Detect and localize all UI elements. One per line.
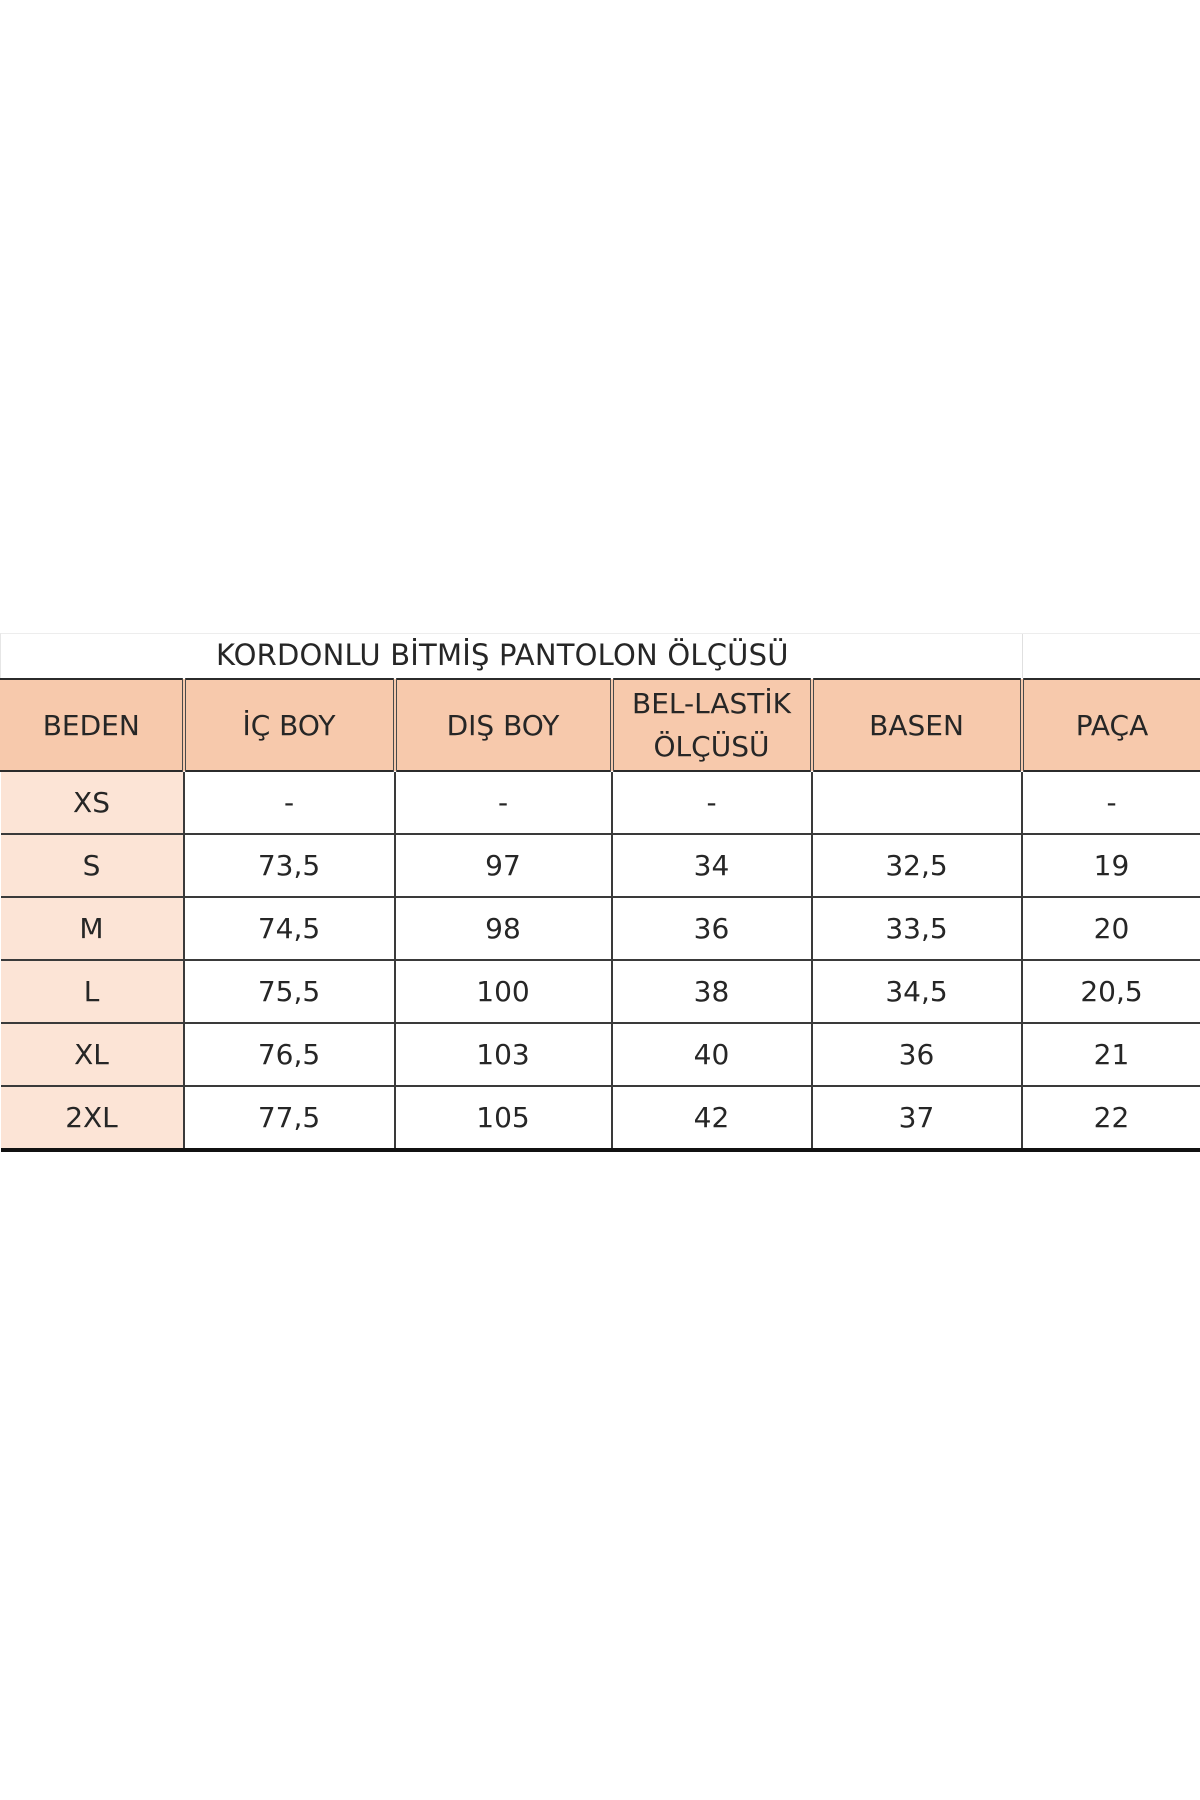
cell-hip: 37: [812, 1086, 1022, 1150]
table-row: [1, 960, 1200, 1023]
table-body: [1, 771, 1200, 1150]
title-row-divider: [1022, 634, 1023, 678]
cell-leg-opening: 20,5: [1022, 960, 1200, 1023]
cell-size: XL: [1, 1023, 184, 1086]
cell-leg-opening: -: [1022, 771, 1200, 834]
table-row: [1, 834, 1200, 897]
table-row: [1, 1023, 1200, 1086]
header-hip: BASEN: [812, 679, 1022, 771]
cell-inseam: 75,5: [184, 960, 395, 1023]
header-size: BEDEN: [1, 679, 184, 771]
cell-hip: 33,5: [812, 897, 1022, 960]
table-row: [1, 771, 1200, 834]
header-waist: [612, 679, 812, 771]
cell-outseam: 105: [395, 1086, 612, 1150]
cell-leg-opening: 21: [1022, 1023, 1200, 1086]
cell-outseam: 97: [395, 834, 612, 897]
cell-hip: [812, 771, 1022, 834]
cell-inseam: -: [184, 771, 395, 834]
title-row: [0, 633, 1200, 678]
size-chart-sheet: [0, 633, 1200, 1152]
table-row: [1, 897, 1200, 960]
cell-inseam: 77,5: [184, 1086, 395, 1150]
cell-inseam: 76,5: [184, 1023, 395, 1086]
cell-size: M: [1, 897, 184, 960]
header-waist-text: [632, 682, 791, 768]
cell-waist: 42: [612, 1086, 812, 1150]
size-chart-title: KORDONLU BİTMİŞ PANTOLON ÖLÇÜSÜ: [216, 638, 789, 672]
header-row: [1, 679, 1200, 771]
cell-hip: 36: [812, 1023, 1022, 1086]
header-leg-opening: PAÇA: [1022, 679, 1200, 771]
cell-waist: 40: [612, 1023, 812, 1086]
cell-hip: 32,5: [812, 834, 1022, 897]
cell-leg-opening: 20: [1022, 897, 1200, 960]
header-inseam: İÇ BOY: [184, 679, 395, 771]
table-header: [1, 679, 1200, 771]
cell-waist: 36: [612, 897, 812, 960]
cell-leg-opening: 19: [1022, 834, 1200, 897]
header-waist-line2: ÖLÇÜSÜ: [653, 730, 770, 763]
cell-size: XS: [1, 771, 184, 834]
cell-outseam: -: [395, 771, 612, 834]
size-chart-table: [0, 678, 1200, 1152]
header-outseam: DIŞ BOY: [395, 679, 612, 771]
cell-inseam: 73,5: [184, 834, 395, 897]
cell-outseam: 100: [395, 960, 612, 1023]
table-row: [1, 1086, 1200, 1150]
cell-waist: 38: [612, 960, 812, 1023]
header-waist-line1: BEL-LASTİK: [631, 687, 791, 720]
cell-hip: 34,5: [812, 960, 1022, 1023]
cell-outseam: 98: [395, 897, 612, 960]
cell-size: 2XL: [1, 1086, 184, 1150]
cell-waist: 34: [612, 834, 812, 897]
cell-inseam: 74,5: [184, 897, 395, 960]
cell-size: L: [1, 960, 184, 1023]
cell-leg-opening: 22: [1022, 1086, 1200, 1150]
cell-size: S: [1, 834, 184, 897]
cell-outseam: 103: [395, 1023, 612, 1086]
cell-waist: -: [612, 771, 812, 834]
